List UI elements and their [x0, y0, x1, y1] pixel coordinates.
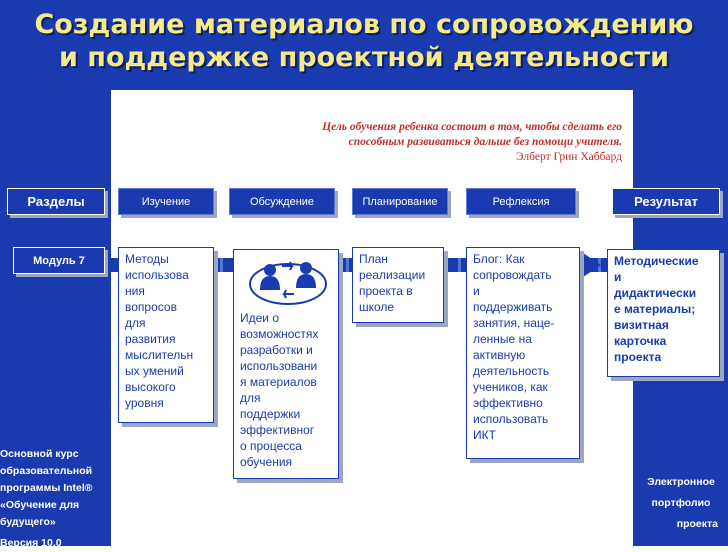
- portfolio-label: [634, 472, 728, 535]
- reflection-line: сопровождать: [473, 268, 552, 282]
- discussion-line: о процесса: [240, 439, 302, 453]
- study-box: [118, 247, 214, 423]
- result-line: визитная: [614, 318, 669, 332]
- study-line: Методы: [125, 252, 169, 266]
- study-line: использова: [125, 268, 189, 282]
- study-line: для: [125, 316, 146, 330]
- portfolio-line: проекта: [676, 518, 718, 530]
- discussion-box: [233, 249, 339, 479]
- discussion-line: возможностях: [240, 327, 319, 341]
- study-line: мыслительн: [125, 348, 194, 362]
- slide-title: [0, 8, 728, 74]
- people-discussion-icon: [248, 254, 328, 308]
- study-line: ых умений: [125, 364, 184, 378]
- study-line: ния: [125, 284, 145, 298]
- epigraph: [230, 120, 622, 165]
- title-line-2: и поддержке проектной деятельности: [58, 42, 670, 73]
- result-line: проекта: [614, 350, 662, 364]
- header-discussion: Обсуждение: [229, 188, 335, 215]
- reflection-box: [466, 247, 580, 459]
- result-line: е материалы;: [614, 302, 696, 316]
- reflection-line: учеников, как: [473, 380, 548, 394]
- study-line: уровня: [125, 396, 164, 410]
- reflection-line: эффективно: [473, 396, 543, 410]
- reflection-line: использовать: [473, 412, 549, 426]
- course-line: Основной курс: [0, 448, 79, 460]
- reflection-line: поддерживать: [473, 300, 553, 314]
- result-line: дидактически: [614, 286, 697, 300]
- discussion-line: поддержки: [240, 407, 301, 421]
- discussion-line: для: [240, 391, 261, 405]
- course-line: программы Intel®: [0, 482, 93, 494]
- reflection-line: и: [473, 284, 480, 298]
- planning-line: План: [359, 252, 388, 266]
- reflection-line: ленные на: [473, 332, 532, 346]
- portfolio-line: портфолио: [651, 497, 711, 509]
- reflection-line: деятельность: [473, 364, 550, 378]
- reflection-line: Блог: Как: [473, 252, 525, 266]
- discussion-line: использовани: [240, 359, 318, 373]
- study-line: вопросов: [125, 300, 177, 314]
- discussion-line: разработки и: [240, 343, 313, 357]
- study-line: развития: [125, 332, 176, 346]
- quote-line-1: Цель обучения ребенка состоит в том, чтобы сделать его: [322, 121, 622, 133]
- header-study: Изучение: [118, 188, 214, 215]
- version-label: Версия 10.0: [0, 537, 62, 549]
- header-reflection: Рефлексия: [466, 188, 576, 215]
- quote-author: Элберт Грин Хаббард: [515, 151, 622, 163]
- result-line: и: [614, 270, 622, 284]
- discussion-line: я материалов: [240, 375, 317, 389]
- course-line: будущего»: [0, 516, 56, 528]
- header-result: Результат: [612, 188, 720, 215]
- reflection-line: ИКТ: [473, 428, 496, 442]
- title-line-1: Создание материалов по сопровождению: [34, 9, 694, 40]
- result-line: Методические: [614, 254, 699, 268]
- header-sections: Разделы: [7, 188, 105, 215]
- course-line: «Обучение для: [0, 499, 80, 511]
- portfolio-line: Электронное: [647, 476, 715, 488]
- planning-line: школе: [359, 300, 395, 314]
- reflection-line: занятия, наце-: [473, 316, 555, 330]
- course-info: [0, 446, 108, 552]
- planning-line: проекта в: [359, 284, 413, 298]
- arrow-right-icon: [583, 253, 601, 277]
- course-line: образовательной: [0, 465, 93, 477]
- planning-box: [352, 247, 444, 323]
- quote-line-2: способным развиваться дальше без помощи учителя.: [348, 136, 622, 148]
- module-label: Модуль 7: [13, 247, 105, 274]
- study-line: высокого: [125, 380, 176, 394]
- header-planning: Планирование: [352, 188, 448, 215]
- planning-line: реализации: [359, 268, 426, 282]
- discussion-line: эффективног: [240, 423, 315, 437]
- result-box: [607, 249, 720, 377]
- reflection-line: активную: [473, 348, 526, 362]
- discussion-line: Идеи о: [240, 311, 280, 325]
- result-line: карточка: [614, 334, 667, 348]
- discussion-line: обучения: [240, 455, 293, 469]
